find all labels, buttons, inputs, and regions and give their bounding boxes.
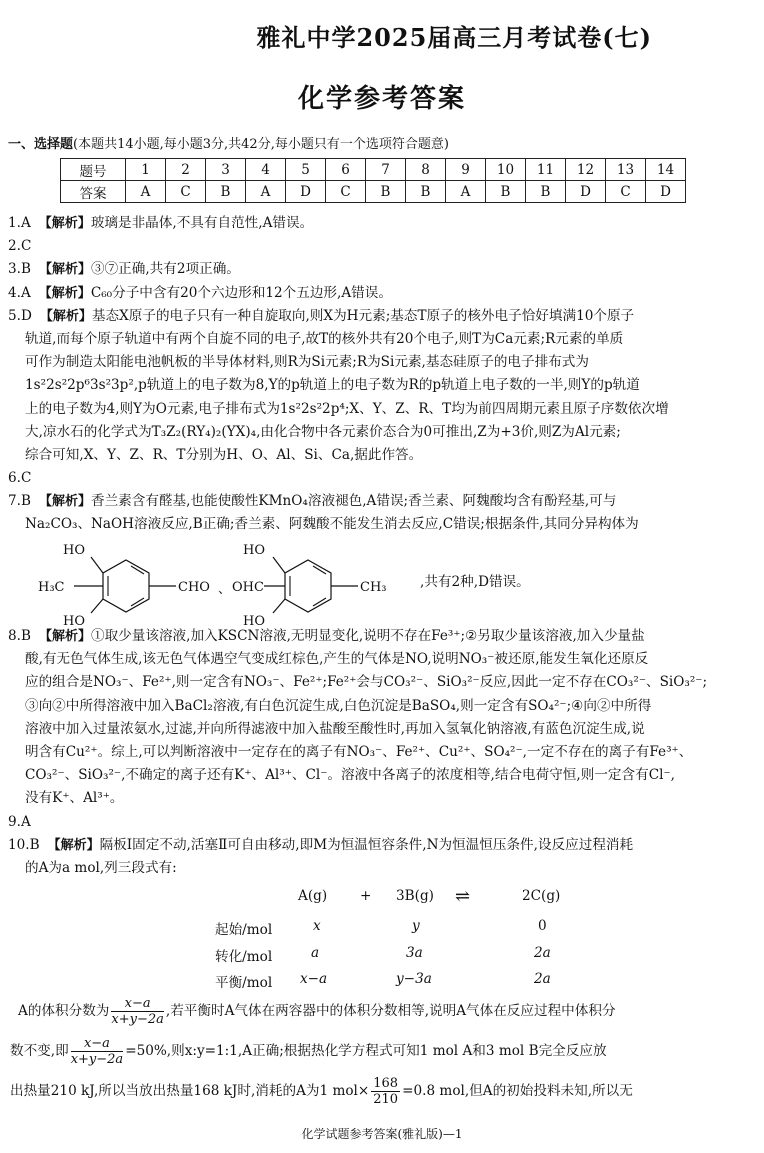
question-number-cell: 1 — [126, 159, 166, 181]
fraction-numerator: 168 — [373, 1076, 399, 1091]
isomer-1-ho-bottom: HO — [63, 614, 85, 627]
explanation-line — [8, 513, 756, 536]
explanation-line — [8, 467, 756, 490]
question-answer-label: 8.B — [8, 628, 31, 644]
explanation-line — [8, 648, 756, 671]
explanation-text: 玻璃是非晶体,不具有自范性,A错误。 — [90, 215, 314, 231]
explanation-text: 溶液中加入过量浓氨水,过滤,并向所得滤液中加入盐酸至酸性时,再加入氢氧化钠溶液,有蓝色沉淀生成,说 — [25, 720, 645, 737]
explanation-line — [8, 328, 756, 351]
answer-cell: D — [286, 181, 326, 203]
explanation-line — [8, 398, 756, 421]
answer-cell: C — [326, 181, 366, 203]
explanation-line — [8, 258, 756, 281]
answer-cell: B — [206, 181, 246, 203]
isomer-conclusion: ,共有2种,D错误。 — [420, 574, 530, 590]
explanation-text: CO₃²⁻、SiO₃²⁻,不确定的离子还有K⁺、Al³⁺、Cl⁻。溶液中各离子的浓度相等,结合电荷守恒,则一定含有Cl⁻, — [25, 767, 675, 784]
eq-species-a: A(g) — [298, 888, 328, 904]
stage-eq-a: x−a — [300, 971, 328, 987]
page-footer: 化学试题参考答案(雅礼版)—1 — [301, 1127, 463, 1141]
answer-table — [60, 158, 686, 203]
explanation-line — [8, 625, 756, 648]
stage-initial-b: y — [412, 918, 420, 934]
explanation-text: 综合可知,X、Y、Z、R、T分别为H、O、Al、Si、Ca,据此作答。 — [25, 446, 423, 463]
explanation-line — [8, 305, 756, 328]
lower-text: =50%,则x:y=1:1,A正确;根据热化学方程式可知1 mol A和3 mol B完全反应放 — [125, 1043, 607, 1059]
answer-row — [61, 181, 686, 203]
section-name: 一、选择题 — [8, 137, 74, 152]
explanation-line — [8, 834, 756, 857]
explanation-line — [8, 857, 756, 880]
explanation-text: 可作为制造太阳能电池帆板的半导体材料,则R为Si元素;R为Si元素,基态硅原子的电子排布式为 — [25, 354, 589, 371]
explanation-text: ③向②中所得溶液中加入BaCl₂溶液,有白色沉淀生成,白色沉淀是BaSO₄,则一定含有SO₄²⁻;④向②中所得 — [25, 697, 652, 714]
explanation-text: ③⑦正确,共有2项正确。 — [90, 261, 240, 278]
isomer-separator: 、 — [218, 582, 232, 597]
section-heading — [8, 133, 449, 152]
answer-cell: A — [126, 181, 166, 203]
eq-species-b: 3B(g) — [396, 888, 434, 904]
analysis-tag: 【解析】 — [39, 308, 92, 324]
fraction-denominator: x+y−2a — [70, 1052, 124, 1067]
explanation-text: 明含有Cu²⁺。综上,可以判断溶液中一定存在的离子有NO₃⁻、Fe²⁺、Cu²⁺、SO₄²⁻,一定不存在的离子有Fe³⁺、 — [25, 743, 693, 760]
answer-cell: B — [406, 181, 446, 203]
fraction-volume-2 — [71, 1036, 123, 1067]
stage-change-b: 3a — [406, 945, 423, 961]
lower-text: A的体积分数为 — [18, 1003, 110, 1019]
explanation-text: Na₂CO₃、NaOH溶液反应,B正确;香兰素、阿魏酸不能发生消去反应,C错误;根据条件,其同分异构体为 — [25, 516, 639, 533]
fraction-denominator: 210 — [373, 1092, 399, 1107]
stage-eq-c: 2a — [534, 971, 551, 987]
lower-line-1 — [18, 996, 616, 1027]
isomer-1-structure — [38, 543, 210, 627]
explanations-block-1 — [8, 212, 756, 537]
isomer-2-ch3: CH₃ — [360, 580, 387, 595]
question-answer-label: 4.A — [8, 284, 31, 301]
isomer-1-ch3: H₃C — [38, 580, 65, 595]
explanation-line — [8, 421, 756, 444]
eq-arrow: ⇌ — [455, 886, 471, 907]
explanation-line — [8, 490, 756, 513]
stage-label-initial: 起始/mol — [215, 922, 273, 938]
explanation-line — [8, 764, 756, 787]
explanation-line — [8, 695, 756, 718]
explanation-text: 大,凉水石的化学式为T₃Z₂(RY₄)₂(YX)₄,由化合物中各元素价态合为0可推出,Z为+3价,则Z为Al元素; — [25, 423, 621, 440]
analysis-tag: 【解析】 — [38, 494, 91, 510]
stage-label-change: 转化/mol — [215, 949, 273, 965]
isomer-2-ho-bottom: HO — [243, 614, 265, 627]
question-number-cell: 4 — [246, 159, 286, 181]
stage-change-c: 2a — [534, 945, 551, 961]
question-answer-label: 3.B — [8, 261, 31, 278]
lower-line-3 — [10, 1076, 633, 1107]
question-answer-label: 6.C — [8, 470, 32, 487]
explanations-block-2 — [8, 625, 756, 880]
explanation-line — [8, 282, 756, 305]
isomer-2-structure — [232, 543, 387, 627]
row-label-answer: 答案 — [61, 181, 126, 203]
explanation-text: 酸,有无色气体生成,该无色气体遇空气变成红棕色,产生的气体是NO,说明NO₃⁻被还原,能发生氧化还原反 — [25, 651, 649, 668]
explanation-text: 香兰素含有醛基,也能使酸性KMnO₄溶液褪色,A错误;香兰素、阿魏酸均含有酚羟基,可与 — [90, 493, 617, 510]
explanation-line — [8, 235, 756, 258]
eq-species-c: 2C(g) — [522, 888, 561, 904]
analysis-tag: 【解析】 — [38, 216, 91, 231]
question-answer-label: 1.A — [8, 215, 31, 231]
question-number-cell: 9 — [446, 159, 486, 181]
question-number-cell: 8 — [406, 159, 446, 181]
answer-cell: D — [566, 181, 606, 203]
isomer-1-cho: CHO — [178, 580, 210, 595]
isomer-2-ho-top: HO — [243, 543, 265, 558]
question-number-cell: 10 — [486, 159, 526, 181]
analysis-tag: 【解析】 — [38, 262, 91, 278]
question-answer-label: 5.D — [8, 307, 32, 324]
question-number-cell: 14 — [646, 159, 686, 181]
question-number-cell: 6 — [326, 159, 366, 181]
answer-cell: B — [526, 181, 566, 203]
explanation-line — [8, 374, 756, 397]
answer-cell: B — [486, 181, 526, 203]
explanation-text: 轨道,而每个原子轨道中有两个自旋不同的电子,故T的核外共有20个电子,则T为Ca元素;R元素的单质 — [25, 330, 624, 347]
explanation-text: 隔板Ⅰ固定不动,活塞Ⅱ可自由移动,即M为恒温恒容条件,N为恒温恒压条件,设反应过程消耗 — [99, 836, 634, 853]
stage-initial-c: 0 — [538, 918, 547, 934]
section-desc: (本题共14小题,每小题3分,共42分,每小题只有一个选项符合题意) — [73, 137, 449, 152]
explanation-line — [8, 444, 756, 467]
explanation-text: 应的组合是NO₃⁻、Fe²⁺,则一定含有NO₃⁻、Fe²⁺;Fe²⁺会与CO₃²⁻、SiO₃²⁻反应,因此一定不存在CO₃²⁻、SiO₃²⁻; — [25, 674, 708, 691]
explanation-line — [8, 787, 756, 810]
question-number-cell: 7 — [366, 159, 406, 181]
eq-plus: + — [360, 888, 372, 904]
answer-cell: B — [366, 181, 406, 203]
explanation-text: ①取少量该溶液,加入KSCN溶液,无明显变化,说明不存在Fe³⁺;②另取少量该溶液,加入少量盐 — [90, 628, 645, 644]
question-answer-label: 9.A — [8, 813, 31, 830]
explanation-text: 上的电子数为4,则Y为O元素,电子排布式为1s²2s²2p⁴;X、Y、Z、R、T均为前四周期元素且原子序数依次增 — [25, 400, 669, 417]
explanation-text: 1s²2s²2p⁶3s²3p²,p轨道上的电子数为8,Y的p轨道上的电子数为R的p轨道上电子数的一半,则Y的p轨道 — [25, 377, 640, 394]
lower-text: 出热量210 kJ,所以当放出热量168 kJ时,消耗的A为1 mol× — [10, 1083, 370, 1099]
fraction-numerator: x−a — [71, 1036, 123, 1052]
question-number-cell: 3 — [206, 159, 246, 181]
explanation-line — [8, 741, 756, 764]
lower-text: ,若平衡时A气体在两容器中的体积分数相等,说明A气体在反应过程中体积分 — [165, 1003, 616, 1019]
explanation-line — [8, 212, 756, 235]
isomer-2-cho: OHC — [232, 580, 264, 595]
lower-text: =0.8 mol,但A的初始投料未知,所以无 — [402, 1083, 633, 1099]
question-answer-label: 10.B — [8, 836, 40, 853]
question-number-cell: 5 — [286, 159, 326, 181]
explanation-line — [8, 671, 756, 694]
answer-cell: A — [446, 181, 486, 203]
analysis-tag: 【解析】 — [47, 837, 100, 853]
lower-text: 数不变,即 — [10, 1043, 69, 1059]
question-number-cell: 12 — [566, 159, 606, 181]
explanation-line — [8, 351, 756, 374]
question-answer-label: 7.B — [8, 493, 31, 510]
stage-eq-b: y−3a — [396, 971, 432, 987]
fraction-numerator: x−a — [111, 996, 163, 1012]
explanation-text: 基态X原子的电子只有一种自旋取向,则X为H元素;基态T原子的核外电子恰好填满10个原子 — [91, 307, 635, 324]
stage-initial-a: x — [313, 918, 321, 934]
fraction-volume — [111, 996, 163, 1027]
explanation-text: C₆₀分子中含有20个六边形和12个五边形,A错误。 — [90, 284, 392, 301]
explanation-line — [8, 718, 756, 741]
explanation-line — [8, 811, 756, 834]
row-label-question: 题号 — [61, 159, 126, 181]
question-number-cell: 11 — [526, 159, 566, 181]
analysis-tag: 【解析】 — [38, 285, 91, 301]
question-number-row — [61, 159, 686, 181]
answer-cell: A — [246, 181, 286, 203]
stage-label-equilibrium: 平衡/mol — [215, 975, 273, 991]
lower-line-2 — [10, 1036, 607, 1067]
page-title: 化学参考答案 — [297, 84, 466, 114]
stage-change-a: a — [311, 945, 320, 961]
explanation-text: 没有K⁺、Al³⁺。 — [25, 790, 124, 807]
fraction-heat — [371, 1076, 400, 1107]
answer-cell: C — [606, 181, 646, 203]
question-answer-label: 2.C — [8, 238, 32, 255]
question-number-cell: 13 — [606, 159, 646, 181]
exam-header-title: 雅礼中学2025届高三月考试卷(七) — [256, 23, 652, 52]
analysis-tag: 【解析】 — [38, 629, 91, 644]
isomer-1-ho-top: HO — [63, 543, 85, 558]
answer-cell: D — [646, 181, 686, 203]
question-number-cell: 2 — [166, 159, 206, 181]
fraction-denominator: x+y−2a — [111, 1012, 164, 1027]
explanation-text: 的A为a mol,列三段式有: — [25, 859, 177, 876]
answer-cell: C — [166, 181, 206, 203]
